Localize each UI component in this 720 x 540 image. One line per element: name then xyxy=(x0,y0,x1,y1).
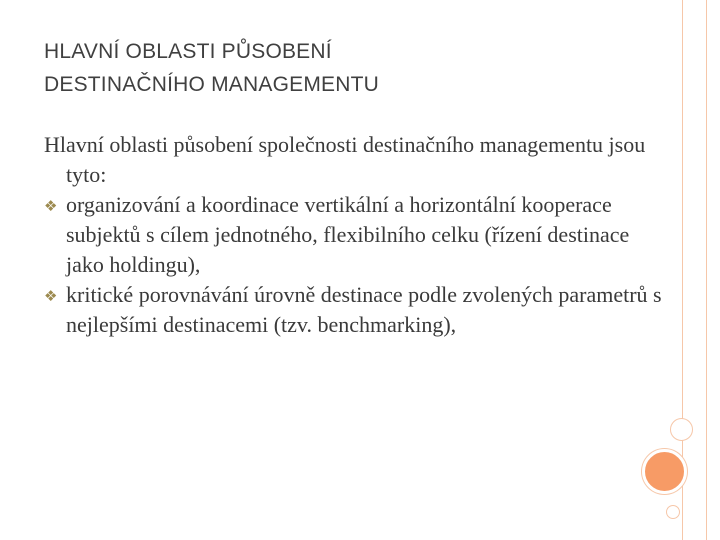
diamond-bullet-icon: ❖ xyxy=(44,287,58,305)
decorative-small-circle-icon xyxy=(666,505,680,519)
slide-title xyxy=(44,35,644,101)
list-item-text: kritické porovnávání úrovně destinace podle zvolených parametrů s nejlepšími destinacemi (tzv. benchmarking), xyxy=(66,282,662,337)
list-item xyxy=(44,280,664,340)
decorative-orange-circle-icon xyxy=(642,449,687,494)
decorative-line xyxy=(706,0,707,540)
intro-text: Hlavní oblasti působení společnosti destinačního managementu jsou tyto: xyxy=(44,132,646,187)
slide-title-line: HLAVNÍ OBLASTI PŮSOBENÍ xyxy=(44,40,332,63)
slide-title-line: DESTINAČNÍHO MANAGEMENTU xyxy=(44,73,379,96)
slide-body xyxy=(44,127,664,340)
decorative-circle-icon xyxy=(670,418,693,441)
list-item-text: organizování a koordinace vertikální a horizontální kooperace subjektů s cílem jednotného, flexibilního celku (řízení destinace jako holdingu), xyxy=(66,192,630,277)
diamond-bullet-icon: ❖ xyxy=(44,197,58,215)
list-item xyxy=(44,190,664,280)
